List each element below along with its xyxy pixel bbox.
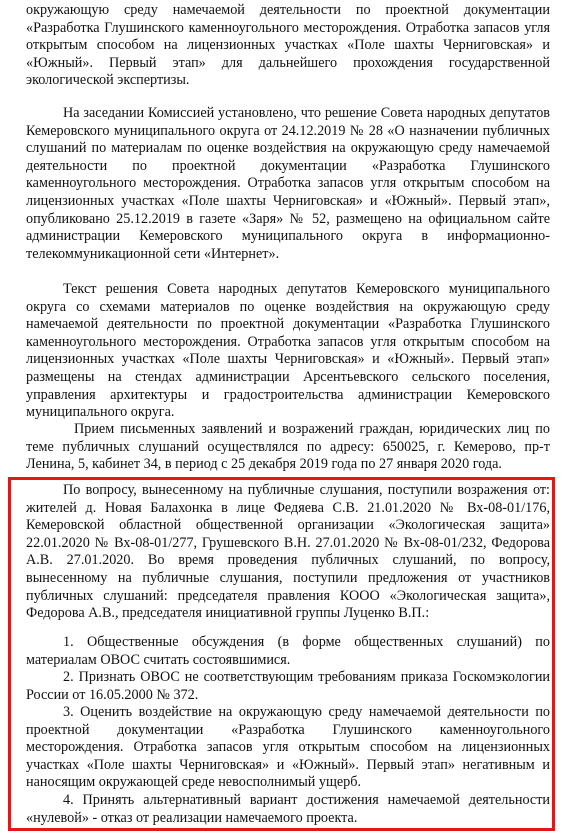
proposal-item-4: 4. Принять альтернативный вариант достижения намечаемой деятельности «нулевой» - отказ от реализации намечаемого проекта. bbox=[26, 792, 550, 826]
proposal-item-1: 1. Общественные обсуждения (в форме общественных слушаний) по материалам ОВОС считать состоявшимися. bbox=[26, 634, 550, 668]
proposal-item-2: 2. Признать ОВОС не соответствующим требованиям приказа Госкомэкологии России от 16.05.2000 № 372. bbox=[26, 669, 550, 703]
paragraph-objections: По вопросу, вынесенному на публичные слушания, поступили возражения от: жителей д. Новая Балахонка в лице Федяева С.В. 21.01.2020 № Вх-08-01/176, Кемеровской областной общественной организации «Экологическая защита» 22.01.2020 № Вх-08-01/277, Грушевского В.Н. 27.01.2020 № Вх-08-01/232, Федорова А.В. 27.01.2020. Во время проведения публичных слушаний, по вопросу, вынесенному на публичные слушания, поступили предложения от участников публичных слушаний: председателя правления КООО «Экологическая защита», Федорова А.В., председателя инициативной группы Луценко В.П.: bbox=[26, 482, 550, 622]
paragraph-submissions-address: Прием письменных заявлений и возражений граждан, юридических лиц по теме публичных слушаний осуществлялся по адресу: 650025, г. Кемерово, пр-т Ленина, 5, кабинет 34, в период с 25 декабря 2019 года по 27 января 2020 года. bbox=[26, 421, 550, 473]
proposal-item-3: 3. Оценить воздействие на окружающую среду намечаемой деятельности по проектной документации «Разработка Глушинского каменноугольного месторождения. Отработка запасов угля открытым способом на лицензионных участках «Поле шахты Черниговская» и «Южный». Первый этап» негативным и наносящим окружающей среде невосполнимый ущерб. bbox=[26, 704, 550, 791]
paragraph-commission-finding: На заседании Комиссией установлено, что решение Совета народных депутатов Кемеровского муниципального округа от 24.12.2019 № 28 «О назначении публичных слушаний по материалам по оценке воздействия на окружающую среду намечаемой деятельности по проектной документации «Разработка Глушинского каменноугольного месторождения. Отработка запасов угля открытым способом на лицензионных участках «Поле шахты Черниговская» и «Южный». Первый этап», опубликовано 25.12.2019 в газете «Заря» № 52, размещено на официальном сайте администрации Кемеровского муниципального округа в информационно-телекоммуникационной сети «Интернет». bbox=[26, 105, 550, 262]
paragraph-intro-continuation: окружающую среду намечаемой деятельности по проектной документации «Разработка Глушинского каменноугольного месторождения. Отработка запасов угля открытым способом на лицензионных участках «Поле шахты Черниговская» и «Южный». Первый этап» для дальнейшего прохождения государственной экологической экспертизы. bbox=[26, 2, 550, 89]
red-highlight-box bbox=[8, 477, 555, 831]
paragraph-decision-text: Текст решения Совета народных депутатов Кемеровского муниципального округа со схемами материалов по оценке воздействия на окружающую среду намечаемой деятельности по проектной документации «Разработка Глушинского каменноугольного месторождения. Отработка запасов угля открытым способом на лицензионных участках «Поле шахты Черниговская» и «Южный». Первый этап» размещены на стендах администрации Арсентьевского сельского поселения, управления архитектуры и градостроительства администрации Кемеровского муниципального округа. bbox=[26, 281, 550, 421]
